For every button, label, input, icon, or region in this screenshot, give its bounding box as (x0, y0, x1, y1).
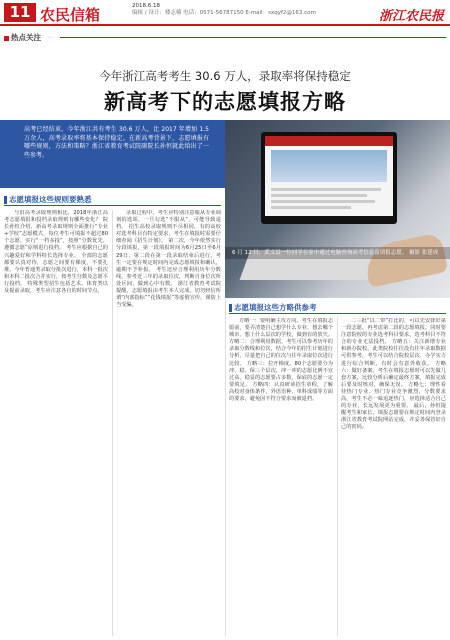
header-meta (132, 3, 316, 17)
column-rule (337, 318, 338, 636)
column-1-text: 与旧高考录取规则相比，2018年浙江高考志愿填报和投档录取规则有哪些变化？ 院长孙恒介绍，新高考录取规则全面推行“专业+学校”志愿模式，每位考生可填报不超过80个志愿，实行“一档多投”，按照“分数优先、遵循志愿”原则进行投档。 考生应根据自己的兴趣爱好和学科特长选择专业。 全部的志愿都要认真对待，志愿之间要有梯度，不要扎堆。今年普通类录取分批次进行，本科一批次和本科二批次合并实行，按考生分数及志愿平行投档。 特殊类型招生包括艺术、体育类以及提前录取，考生应注意各自的时间节点。 (4, 210, 108, 295)
column-label-text: 热点关注 (11, 33, 41, 42)
screen-row (271, 206, 351, 209)
heading-marker (4, 196, 7, 204)
screen-image (271, 150, 387, 182)
issue-date: 2018.6.18 (132, 3, 160, 9)
section-title: 农民信箱 (40, 6, 101, 24)
lead-box (0, 120, 225, 188)
section-heading-tips-text: 志愿填报这些方略供参考 (234, 303, 317, 312)
page-number: 11 (4, 3, 36, 22)
column-3-text: 方略一：要明确主攻方向。考生在填报志愿前，要弄清楚自己想学什么专业、想去哪个城市、想上什么层次的学校，做到有的放矢。 方略二：合理利用数据。考生可以参考历年的录取分数线和位次，结合今年的招生计划进行分析，尽量把自己的位次与往年录取位次进行比较。 方略三：拉开梯度。80个志愿要分为冲、稳、保三个层次，冲一冲的志愿比例不宜过高，稳妥的志愿要占多数，保底的志愿一定要填足。 方略四：认真研读招生章程，了解高校对身体条件、外语语种、单科成绩等方面的要求，避免因不符合要求而被退档。 (229, 318, 333, 403)
editor-line: 编辑 / 设计：楼志楠 (132, 10, 182, 16)
article-kicker: 今年浙江高考考生 30.6 万人，录取率将保持稳定 (99, 69, 351, 83)
phone: 电话：0571-56787150 (183, 10, 244, 16)
section-heading-rules (4, 194, 92, 205)
heading-rule (4, 205, 221, 206)
heading-rule (229, 313, 446, 314)
body-column-2 (116, 210, 221, 636)
square-icon (4, 36, 9, 41)
body-column-1 (4, 210, 108, 636)
column-4-text: 二三批“以二带”打比的，可以先安排好第一段志愿，再考虑第二段的志愿填报。同时要注意院校的专业选考科目要求，选考科目不符合的专业无法投档。 方略五：关注新增专业和新办院校。此类院校往往没有往年录取数据可供参考，考生可以结合院校层次、办学实力进行综合判断，有时会有意外收获。 方略六：做好备案。考生在填报志愿时可以先做几套方案，比较分析后确定最终方案，填报完成后要及时核对，确保无误。 方略七：理性看待热门专业。热门专业竞争激烈，分数要求高，考生不必一味追逐热门，应选择适合自己的专业，长远发展更为重要。 最后，孙恒提醒考生和家长，填报志愿要在规定时间内登录浙江省教育考试院网站完成，并妥善保管好自己的密码。 (341, 318, 446, 431)
newspaper-logo: 浙江农民报 (378, 9, 444, 24)
column-rule (225, 300, 226, 636)
photo-caption: 6 月 12 日，武义县一位同学在家中通过电脑查询高考信息及填报志愿。 摄影 张建成 (232, 250, 439, 256)
column-label (4, 32, 41, 42)
screen-row (271, 200, 375, 203)
email: E-mail：sxqyf2@163.com (245, 10, 316, 16)
screen-row (271, 194, 367, 197)
screen-row (271, 188, 381, 191)
lead-text: 高考已经结束。今年浙江共有考生 30.6 万人，比 2017 年增加 1.5 万余人，高考录取率将基本保持稳定。在新高考背景下，志愿填报有哪些规则，方法和策略？浙江省教育考试院副院长孙恒就此给出了一些参考。 (24, 126, 209, 159)
article-headline: 新高考下的志愿填报方略 (104, 90, 346, 114)
section-heading-rules-text: 志愿填报这些规则要熟悉 (9, 195, 92, 204)
column-2-text: 录取过程中，考生应特别注意服从专业调剂的选项，一旦勾选“不服从”，可能导致退档。 招生高校录取规则不尽相同，有的高校对选考科目有特定要求，考生在填报时需要仔细查阅《招生计划》。 第二次，今年依然实行分段填报，第一段填报时间为6月25日至6月29日，第二段在第一段录取结束后进行。考生一定要在规定时间内完成志愿填报和确认，逾期不予补报。 考生还应合理利用历年分数线，参考近三年的录取位次，判断自身位次所处区间，做到心中有数。 浙江省教育考试院提醒，志愿填报由考生本人完成，切勿轻信所谓“内部指标”“花钱填报”等虚假宣传，谨防上当受骗。 (116, 210, 221, 309)
body-column-4 (341, 318, 446, 636)
header-divider (0, 24, 450, 26)
section-heading-tips (229, 302, 317, 313)
column-label-rule (60, 37, 446, 38)
column-rule (112, 210, 113, 636)
screen-illustration (265, 136, 393, 216)
hand-illustration (362, 232, 449, 288)
screen-banner (265, 136, 393, 146)
monitor-illustration (261, 132, 397, 224)
body-column-3 (229, 318, 333, 636)
news-photo (225, 120, 450, 298)
heading-marker (229, 304, 232, 312)
